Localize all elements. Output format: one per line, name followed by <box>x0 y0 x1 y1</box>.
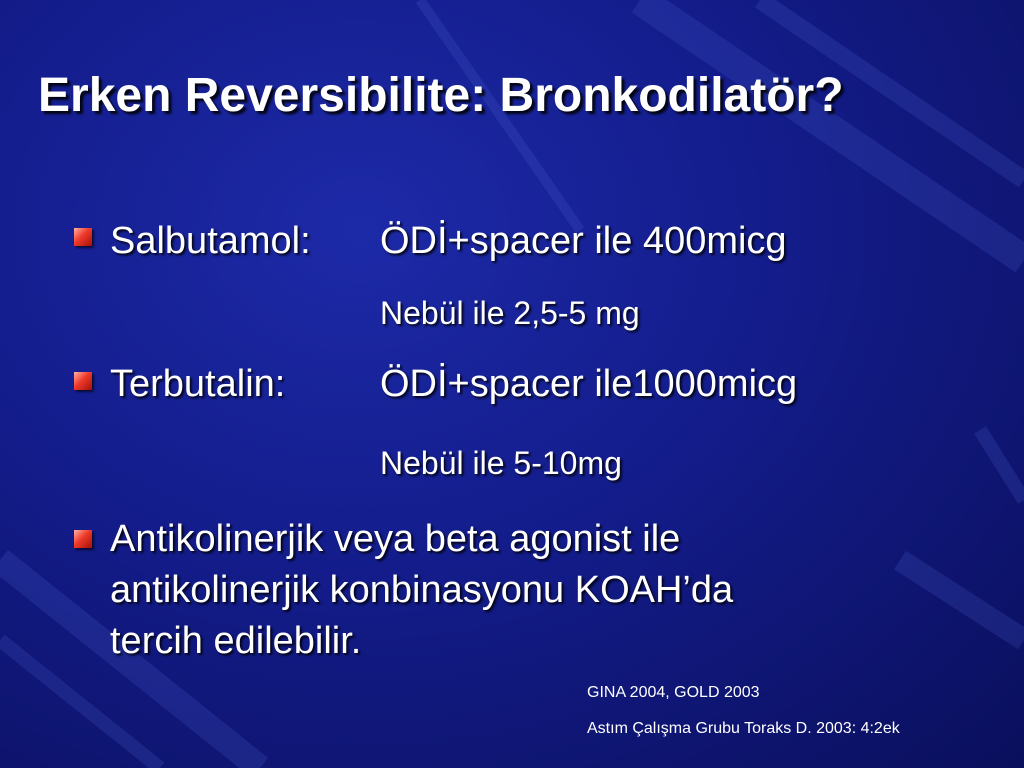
bullet-2-label: Terbutalin: <box>110 363 286 405</box>
reference-1: GINA 2004, GOLD 2003 <box>587 684 760 701</box>
bullet-3-line1: Antikolinerjik veya beta agonist ile <box>110 518 681 560</box>
bullet-marker-icon <box>74 372 92 390</box>
bullet-2-line2: Nebül ile 5-10mg <box>380 445 622 481</box>
bullet-3-line3: tercih edilebilir. <box>110 620 362 662</box>
bullet-3-line2: antikolinerjik konbinasyonu KOAH’da <box>110 569 734 611</box>
slide-title: Erken Reversibilite: Bronkodilatör? <box>38 69 844 122</box>
reference-2: Astım Çalışma Grubu Toraks D. 2003: 4:2ek <box>587 720 900 737</box>
bullet-1-label: Salbutamol: <box>110 220 311 262</box>
bullet-1-line2: Nebül ile 2,5-5 mg <box>380 295 640 331</box>
bullet-2-line1: ÖDİ+spacer ile1000micg <box>380 363 798 405</box>
bullet-marker-icon <box>74 228 92 246</box>
bullet-marker-icon <box>74 530 92 548</box>
bullet-1-line1: ÖDİ+spacer ile 400micg <box>380 220 787 262</box>
